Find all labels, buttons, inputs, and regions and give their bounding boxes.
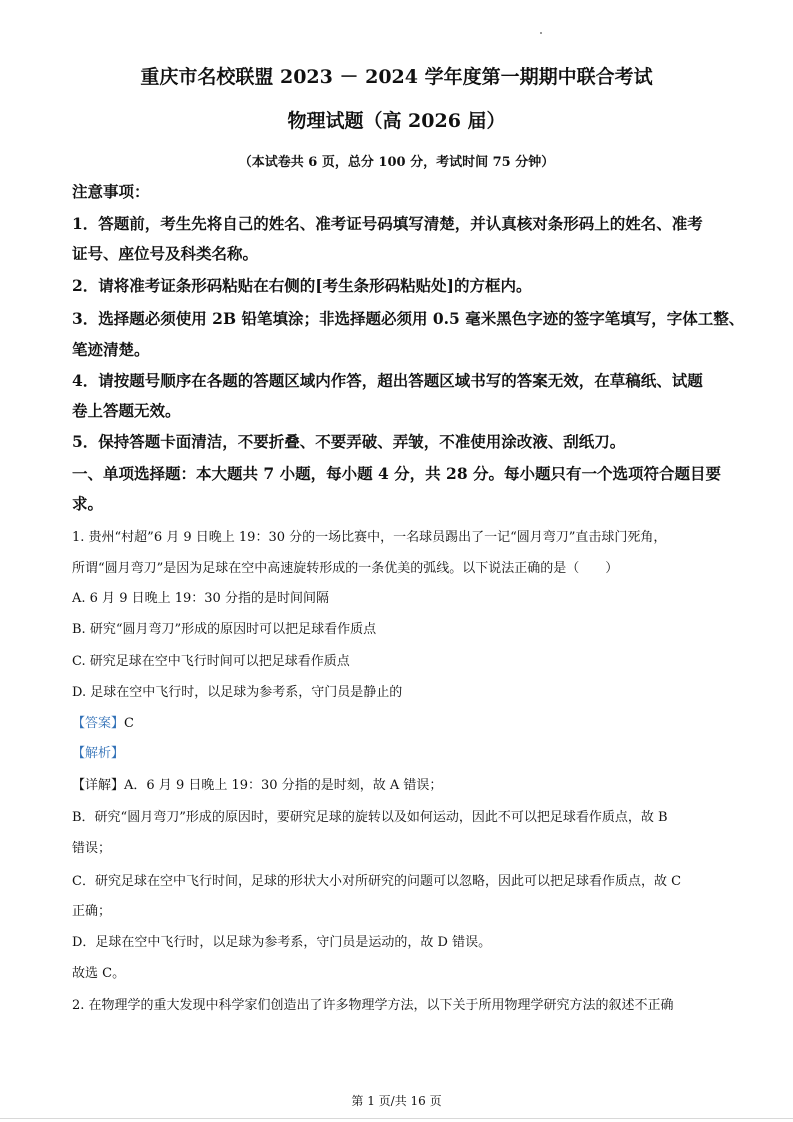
q2-stem: 2. 在物理学的重大发现中科学家们创造出了许多物理学方法，以下关于所用物理学研究方法的叙述不正确 [72, 998, 674, 1013]
notice-line: 笔迹清楚。 [72, 340, 150, 359]
detail-line: C．研究足球在空中飞行时间，足球的形状大小对所研究的问题可以忽略，因此可以把足球看作质点，故 C [72, 874, 682, 889]
q1-option-a: A. 6 月 9 日晚上 19：30 分指的是时间间隔 [72, 591, 329, 606]
answer-label: 【答案】 [72, 716, 125, 731]
scan-speck [540, 32, 542, 34]
q1-option-b: B. 研究“圆月弯刀”形成的原因时可以把足球看作质点 [72, 622, 377, 637]
notice-line: 1．答题前，考生先将自己的姓名、准考证号码填写清楚，并认真核对条形码上的姓名、准考 [72, 214, 703, 233]
detail-line: D．足球在空中飞行时，以足球为参考系，守门员是运动的，故 D 错误。 [72, 935, 492, 950]
detail-label: 【详解】 [72, 778, 125, 793]
notice-line: 3．选择题必须使用 2B 铅笔填涂；非选择题必须用 0.5 毫米黑色字迹的签字笔填写，字体工整、 [72, 309, 745, 328]
notice-line: 5．保持答题卡面清洁，不要折叠、不要弄破、弄皱，不准使用涂改液、刮纸刀。 [72, 432, 626, 451]
detail-line: 正确； [72, 904, 112, 919]
answer-line [72, 712, 134, 731]
q1-stem-cont: 所谓“圆月弯刀”是因为足球在空中高速旋转形成的一条优美的弧线。以下说法正确的是（ ） [72, 561, 619, 576]
answer-value: C [124, 716, 134, 731]
notice-line: 卷上答题无效。 [72, 401, 181, 420]
q1-option-d: D. 足球在空中飞行时，以足球为参考系，守门员是静止的 [72, 685, 403, 700]
page-number: 第 1 页/共 16 页 [351, 1094, 442, 1108]
exam-info: （本试卷共 6 页，总分 100 分，考试时间 75 分钟） [238, 155, 555, 170]
notice-line: 4．请按题号顺序在各题的答题区域内作答，超出答题区域书写的答案无效，在草稿纸、试题 [72, 371, 703, 390]
page-bottom-rule [0, 1118, 793, 1119]
analysis-label: 【解析】 [72, 746, 125, 761]
detail-line [72, 774, 442, 793]
notice-line: 证号、座位号及科类名称。 [72, 244, 259, 263]
detail-line: B．研究“圆月弯刀”形成的原因时，要研究足球的旋转以及如何运动，因此不可以把足球看作质点，故 B [72, 810, 668, 825]
notice-line: 2．请将准考证条形码粘贴在右侧的[考生条形码粘贴处]的方框内。 [72, 276, 532, 295]
exam-title: 重庆市名校联盟 2023 － 2024 学年度第一期期中联合考试 [140, 66, 653, 88]
q1-stem: 1. 贵州“村超”6 月 9 日晚上 19：30 分的一场比赛中，一名球员踢出了一记“圆月弯刀”直击球门死角， [72, 530, 667, 545]
exam-subtitle: 物理试题（高 2026 届） [287, 110, 506, 132]
section-heading-cont: 求。 [72, 494, 104, 513]
section-heading: 一、单项选择题：本大题共 7 小题，每小题 4 分，共 28 分。每小题只有一个选项符合题目要 [72, 464, 722, 483]
notice-heading: 注意事项： [72, 182, 150, 201]
detail-line: 错误； [72, 841, 112, 856]
detail-line: 故选 C。 [72, 966, 126, 981]
detail-text: A．6 月 9 日晚上 19：30 分指的是时刻，故 A 错误； [124, 778, 443, 793]
q1-option-c: C. 研究足球在空中飞行时间可以把足球看作质点 [72, 654, 350, 669]
